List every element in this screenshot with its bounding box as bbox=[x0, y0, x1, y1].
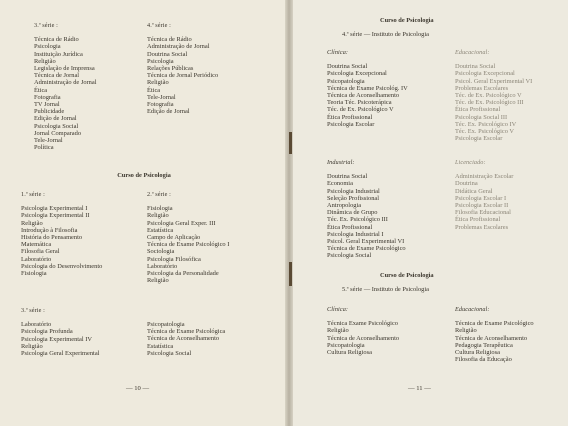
course-subject-item: Estatística bbox=[147, 342, 174, 350]
clinica-2-header: Clínica: bbox=[327, 306, 349, 313]
licenciado-block bbox=[455, 159, 513, 231]
course-subject-item: Técnica de Aconselhamento bbox=[327, 92, 400, 100]
course-subject-item: Teoria Téc. Psicoterápica bbox=[327, 99, 392, 107]
course-subject-item: Introdução à Filosofia bbox=[21, 226, 78, 234]
course-subject-item: Técnica de Aconselhamento bbox=[147, 335, 220, 343]
course-subject-item: Filosofia Educacional bbox=[455, 209, 511, 217]
course-subject-item: Téc. Ex. Psicológico III bbox=[327, 216, 388, 224]
clinica-block bbox=[327, 49, 408, 128]
course-subject-item: Didática Geral bbox=[455, 187, 493, 195]
course-subject-item: Psicopatologia bbox=[327, 341, 365, 349]
course-subject-item: Tele-Jornal bbox=[147, 93, 176, 101]
book-gutter bbox=[285, 0, 293, 426]
educacional-list bbox=[455, 63, 532, 142]
course-subject-item: TV Jornal bbox=[34, 101, 60, 109]
educacional-2-list bbox=[455, 320, 534, 363]
course-subject-item: Administração de Jornal bbox=[34, 79, 97, 87]
course-subject-item: Laboratório bbox=[21, 321, 52, 329]
course-subject-item: Cultura Religiosa bbox=[327, 349, 372, 357]
course-subject-item: Doutrina Social bbox=[455, 63, 496, 71]
course-subject-item: Religião bbox=[147, 79, 169, 87]
series-5-institute-line: 5.ª série — Instituto de Psicologia bbox=[342, 286, 429, 293]
course-subject-item: Administração de Jornal bbox=[147, 43, 210, 51]
series-3c-list bbox=[147, 321, 225, 357]
course-subject-item: Psicologia Excepcional bbox=[455, 70, 515, 78]
binding-clip-lower bbox=[289, 262, 292, 286]
course-subject-item: Técnica de Aconselhamento bbox=[327, 334, 400, 342]
course-subject-item: Téc. Ex. Psicológico V bbox=[455, 128, 514, 136]
course-subject-item: Psicologia Experimental IV bbox=[21, 335, 92, 343]
course-subject-item: Ética bbox=[34, 86, 48, 94]
course-subject-item: Psicopatologia bbox=[147, 321, 185, 328]
course-subject-item: Relações Públicas bbox=[147, 65, 194, 73]
course-subject-item: Seleção Profissional bbox=[327, 194, 380, 202]
course-subject-item: Psicologia Escolar bbox=[455, 135, 503, 143]
course-subject-item: Técnica de Rádio bbox=[34, 36, 79, 44]
course-subject-item: Psicologia Experimental I bbox=[21, 205, 88, 213]
course-subject-item: Psicopatologia bbox=[327, 77, 365, 85]
course-subject-item: Técnica de Jornal bbox=[34, 72, 80, 80]
course-subject-item: Ética bbox=[147, 86, 161, 94]
series-1-block bbox=[21, 191, 102, 277]
course-subject-item: Psicologia Experimental II bbox=[21, 212, 90, 220]
clinica-2-block bbox=[327, 306, 399, 356]
course-subject-item: Ética Profissional bbox=[455, 216, 501, 224]
course-subject-item: Psicologia Escolar II bbox=[455, 202, 509, 210]
course-subject-item: Psicologia Escolar I bbox=[455, 194, 507, 202]
page-number-right: — 11 — bbox=[408, 385, 431, 392]
course-subject-item: Psicologia Geral Exper. III bbox=[147, 219, 216, 227]
course-subject-item: Sociologia bbox=[147, 248, 175, 256]
educacional-block bbox=[455, 49, 532, 142]
course-title-left: Curso de Psicologia bbox=[117, 172, 171, 179]
course-subject-item: Téc. de Ex. Psicológico V bbox=[455, 92, 522, 100]
course-subject-item: Téc. de Ex. Psicológico III bbox=[455, 99, 524, 107]
course-subject-item: Edição de Jornal bbox=[34, 115, 77, 123]
course-subject-item: Fotografia bbox=[34, 93, 61, 101]
course-subject-item: Jornal Comparado bbox=[34, 129, 82, 137]
course-subject-item: Cultura Religiosa bbox=[455, 349, 500, 357]
course-subject-item: Psicologia do Desenvolvimento bbox=[21, 262, 103, 270]
course-subject-item: Instituição Jurídica bbox=[34, 50, 83, 58]
course-title-right: Curso de Psicologia bbox=[380, 17, 434, 24]
course-subject-item: Filosofia Geral bbox=[21, 248, 60, 256]
course-subject-item: Técnica de Exame Psicológico bbox=[327, 245, 406, 253]
series-3-psicologia-col2-block bbox=[147, 321, 225, 357]
course-subject-item: Ética Profissional bbox=[455, 106, 501, 114]
course-subject-item: Dinâmica de Grupo bbox=[327, 209, 378, 217]
course-subject-item: Religião bbox=[21, 219, 43, 227]
series-3b-header: 3.ª série : bbox=[21, 307, 45, 314]
course-title-right-2: Curso de Psicologia bbox=[380, 272, 434, 279]
course-subject-item: Psicologia da Personalidade bbox=[147, 270, 219, 278]
course-subject-item: Psicologia Industrial I bbox=[327, 230, 384, 238]
series-4-comunicacao-block bbox=[147, 22, 218, 115]
course-subject-item: Religião bbox=[455, 327, 477, 335]
course-subject-item: Psicologia Industrial bbox=[327, 187, 380, 195]
course-subject-item: Psicol. Geral Experimental VI bbox=[455, 77, 533, 85]
course-subject-item: Estatística bbox=[147, 226, 174, 234]
course-subject-item: Psicologia Profunda bbox=[21, 328, 73, 336]
course-subject-item: Laboratório bbox=[21, 255, 52, 263]
course-subject-item: Laboratório bbox=[147, 262, 178, 270]
course-subject-item: Doutrina bbox=[455, 180, 478, 188]
licenciado-list bbox=[455, 173, 513, 231]
course-subject-item: Filosofia da Educação bbox=[455, 356, 512, 364]
course-subject-item: Antropologia bbox=[327, 202, 362, 210]
educacional-2-header: Educacional: bbox=[455, 306, 490, 313]
course-subject-item: Técnica de Rádio bbox=[147, 36, 192, 44]
course-subject-item: Psicologia bbox=[147, 57, 174, 65]
course-subject-item: Técnica Exame Psicológico bbox=[327, 320, 398, 328]
course-subject-item: Edição de Jornal bbox=[147, 108, 190, 116]
series-3-header: 3.ª série : bbox=[34, 22, 58, 29]
course-subject-item: Matemática bbox=[21, 241, 52, 249]
course-subject-item: Política bbox=[34, 144, 54, 152]
course-subject-item: Ética Profissional bbox=[327, 223, 373, 231]
course-subject-item: Doutrina Social bbox=[147, 50, 188, 58]
course-subject-item: História do Pensamento bbox=[21, 234, 83, 242]
course-subject-item: Religião bbox=[147, 277, 169, 285]
series-4-list bbox=[147, 36, 218, 115]
course-subject-item: Técnica de Exame Psicológico I bbox=[147, 241, 230, 249]
series-4-institute-line: 4.ª série — Instituto de Psicologia bbox=[342, 31, 429, 38]
industrial-block bbox=[327, 159, 406, 260]
series-2-header: 2.ª série : bbox=[147, 191, 171, 198]
course-subject-item: Problemas Escolares bbox=[455, 223, 509, 231]
series-3-comunicacao-block bbox=[34, 22, 96, 151]
course-subject-item: Ética Profissional bbox=[327, 113, 373, 121]
course-subject-item: Psicol. Geral Experimental VI bbox=[327, 238, 405, 246]
course-subject-item: Psicologia Filosófica bbox=[147, 255, 201, 263]
course-subject-item: Técnica de Jornal Periódico bbox=[147, 72, 219, 80]
course-subject-item: Psicologia Social bbox=[327, 252, 372, 260]
course-subject-item: Problemas Escolares bbox=[455, 84, 509, 92]
course-subject-item: Pedagogia Terapêutica bbox=[455, 341, 513, 349]
binding-clip-upper bbox=[289, 132, 292, 154]
course-subject-item: Tele-Jornal bbox=[34, 137, 63, 145]
course-subject-item: Téc. de Ex. Psicológico V bbox=[327, 106, 394, 114]
course-subject-item: Fisiologia bbox=[21, 270, 47, 278]
page-number-left: — 10 — bbox=[126, 385, 150, 392]
course-subject-item: Religião bbox=[34, 57, 56, 65]
clinica-header: Clínica: bbox=[327, 49, 349, 56]
course-subject-item: Administração Escolar bbox=[455, 173, 514, 181]
course-subject-item: Técnica de Aconselhamento bbox=[455, 334, 528, 342]
clinica-2-list bbox=[327, 320, 399, 356]
course-subject-item: Téc. Ex. Psicológico IV bbox=[455, 120, 517, 128]
educacional-2-block bbox=[455, 306, 534, 363]
course-subject-item: Psicologia Geral Experimental bbox=[21, 350, 100, 358]
course-subject-item: Psicologia bbox=[34, 43, 61, 51]
educacional-header: Educacional: bbox=[455, 49, 490, 56]
industrial-list bbox=[327, 173, 406, 259]
course-subject-item: Psicologia Social bbox=[147, 349, 192, 357]
course-subject-item: Doutrina Social bbox=[327, 173, 368, 181]
course-subject-item: Técnica de Exame Psicológica bbox=[147, 328, 226, 336]
course-subject-item: Legislação de Imprensa bbox=[34, 65, 95, 73]
series-1-list bbox=[21, 205, 102, 277]
series-2-list bbox=[147, 205, 229, 284]
licenciado-header: Licenciado: bbox=[455, 159, 486, 166]
clinica-list bbox=[327, 63, 408, 128]
course-subject-item: Campo de Aplicação bbox=[147, 234, 201, 242]
course-subject-item: Psicologia Social bbox=[34, 122, 79, 130]
course-subject-item: Doutrina Social bbox=[327, 63, 368, 71]
course-subject-item: Psicologia Escolar bbox=[327, 120, 375, 128]
course-subject-item: Psicologia Social III bbox=[455, 113, 508, 121]
course-subject-item: Técnica de Exame Psicológ. IV bbox=[327, 84, 408, 92]
course-subject-item: Técnica de Exame Psicológico bbox=[455, 320, 534, 328]
series-4-header: 4.ª série : bbox=[147, 22, 171, 29]
industrial-header: Industrial: bbox=[327, 159, 355, 166]
course-subject-item: Economia bbox=[327, 180, 353, 188]
course-subject-item: Religião bbox=[327, 327, 349, 335]
series-3b-list bbox=[21, 321, 99, 357]
series-2-block bbox=[147, 191, 229, 284]
series-3-psicologia-block bbox=[21, 307, 99, 357]
series-3-list bbox=[34, 36, 96, 151]
course-subject-item: Fisiologia bbox=[147, 205, 173, 213]
course-subject-item: Religião bbox=[147, 212, 169, 220]
course-subject-item: Publicidade bbox=[34, 108, 65, 116]
course-subject-item: Religião bbox=[21, 342, 43, 350]
course-subject-item: Psicologia Excepcional bbox=[327, 70, 387, 78]
course-subject-item: Fotografia bbox=[147, 101, 174, 109]
series-1-header: 1.ª série : bbox=[21, 191, 45, 198]
